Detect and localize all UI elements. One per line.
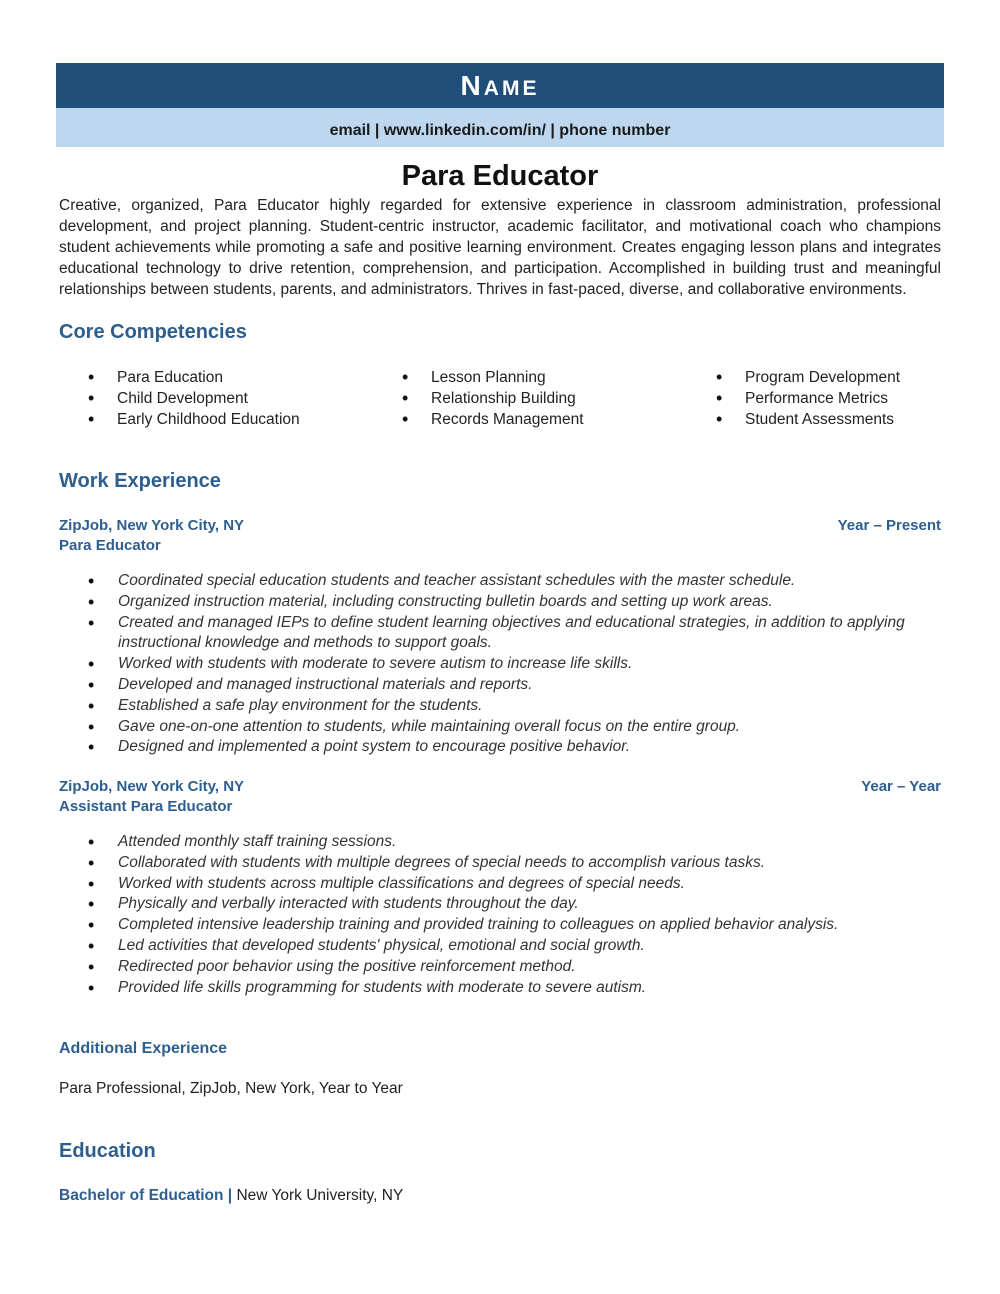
job-bullet: • Coordinated special education students and teacher assistant schedules with the master schedule. xyxy=(59,571,919,592)
competency-item: • Relationship Building xyxy=(373,388,663,409)
competency-column-2 xyxy=(373,367,663,430)
resume-title: Para Educator xyxy=(401,160,599,192)
job-bullet: • Created and managed IEPs to define student learning objectives and educational strategies, in addition to applying instructional knowledge and methods to support goals. xyxy=(59,613,919,655)
job-bullet: • Physically and verbally interacted with students throughout the day. xyxy=(59,894,919,915)
competency-item: • Performance Metrics xyxy=(687,388,977,409)
job-bullet: • Developed and managed instructional materials and reports. xyxy=(59,675,919,696)
job-bullet: • Worked with students with moderate to severe autism to increase life skills. xyxy=(59,654,919,675)
core-competencies-heading: Core Competencies xyxy=(59,321,247,343)
job-bullet: • Organized instruction material, including constructing bulletin boards and setting up work areas. xyxy=(59,592,919,613)
contact-line: email | www.linkedin.com/in/ | phone number xyxy=(56,108,944,147)
competency-item: • Child Development xyxy=(59,388,349,409)
job-title: Assistant Para Educator xyxy=(59,798,233,815)
job-title: Para Educator xyxy=(59,537,161,554)
competency-item: • Lesson Planning xyxy=(373,367,663,388)
job-bullet: • Provided life skills programming for students with moderate to severe autism. xyxy=(59,978,919,999)
education-school: New York University, NY xyxy=(236,1187,404,1204)
competency-item: • Para Education xyxy=(59,367,349,388)
job-bullet: • Completed intensive leadership training and provided training to colleagues on applied behavior analysis. xyxy=(59,915,919,936)
additional-experience-text: Para Professional, ZipJob, New York, Year to Year xyxy=(59,1080,403,1097)
competency-column-1 xyxy=(59,367,349,430)
education-degree: Bachelor of Education | xyxy=(59,1187,233,1204)
additional-experience-heading: Additional Experience xyxy=(59,1040,228,1057)
name-initial: N xyxy=(460,70,484,101)
education-entry xyxy=(59,1187,403,1205)
competency-item: • Program Development xyxy=(687,367,977,388)
job-bullet: • Established a safe play environment for the students. xyxy=(59,696,919,717)
job-bullet: • Redirected poor behavior using the positive reinforcement method. xyxy=(59,957,919,978)
competency-item: • Early Childhood Education xyxy=(59,409,349,430)
job-bullet: • Gave one-on-one attention to students, while maintaining overall focus on the entire group. xyxy=(59,717,919,738)
job-bullet: • Worked with students across multiple classifications and degrees of special needs. xyxy=(59,874,919,895)
job-bullet: • Designed and implemented a point system to encourage positive behavior. xyxy=(59,737,919,758)
job-dates: Year – Present xyxy=(837,517,941,534)
job-bullets xyxy=(59,571,919,758)
job-bullets xyxy=(59,832,919,998)
job-dates: Year – Year xyxy=(861,778,941,795)
name-header xyxy=(56,63,944,108)
job-bullet: • Led activities that developed students' physical, emotional and social growth. xyxy=(59,936,919,957)
job-company: ZipJob, New York City, NY xyxy=(59,778,245,795)
job-bullet: • Attended monthly staff training sessions. xyxy=(59,832,919,853)
name-rest: AME xyxy=(483,77,540,100)
competency-item: • Records Management xyxy=(373,409,663,430)
job-company: ZipJob, New York City, NY xyxy=(59,517,245,534)
competency-item: • Student Assessments xyxy=(687,409,977,430)
competency-column-3 xyxy=(687,367,977,430)
professional-summary: Creative, organized, Para Educator highly regarded for extensive experience in classroom administration, professional development, and project planning. Student-centric instructor, academic facilitator, and motivational coach who champions student achievements while promoting a safe and positive learning environment. Creates engaging lesson plans and integrates educational technology to drive retention, comprehension, and participation. Accomplished in building trust and meaningful relationships between students, parents, and administrators. Thrives in fast-paced, diverse, and collaborative environments. xyxy=(59,197,941,298)
work-experience-heading: Work Experience xyxy=(59,470,221,492)
education-heading: Education xyxy=(59,1140,156,1162)
job-bullet: • Collaborated with students with multiple degrees of special needs to accomplish various tasks. xyxy=(59,853,919,874)
